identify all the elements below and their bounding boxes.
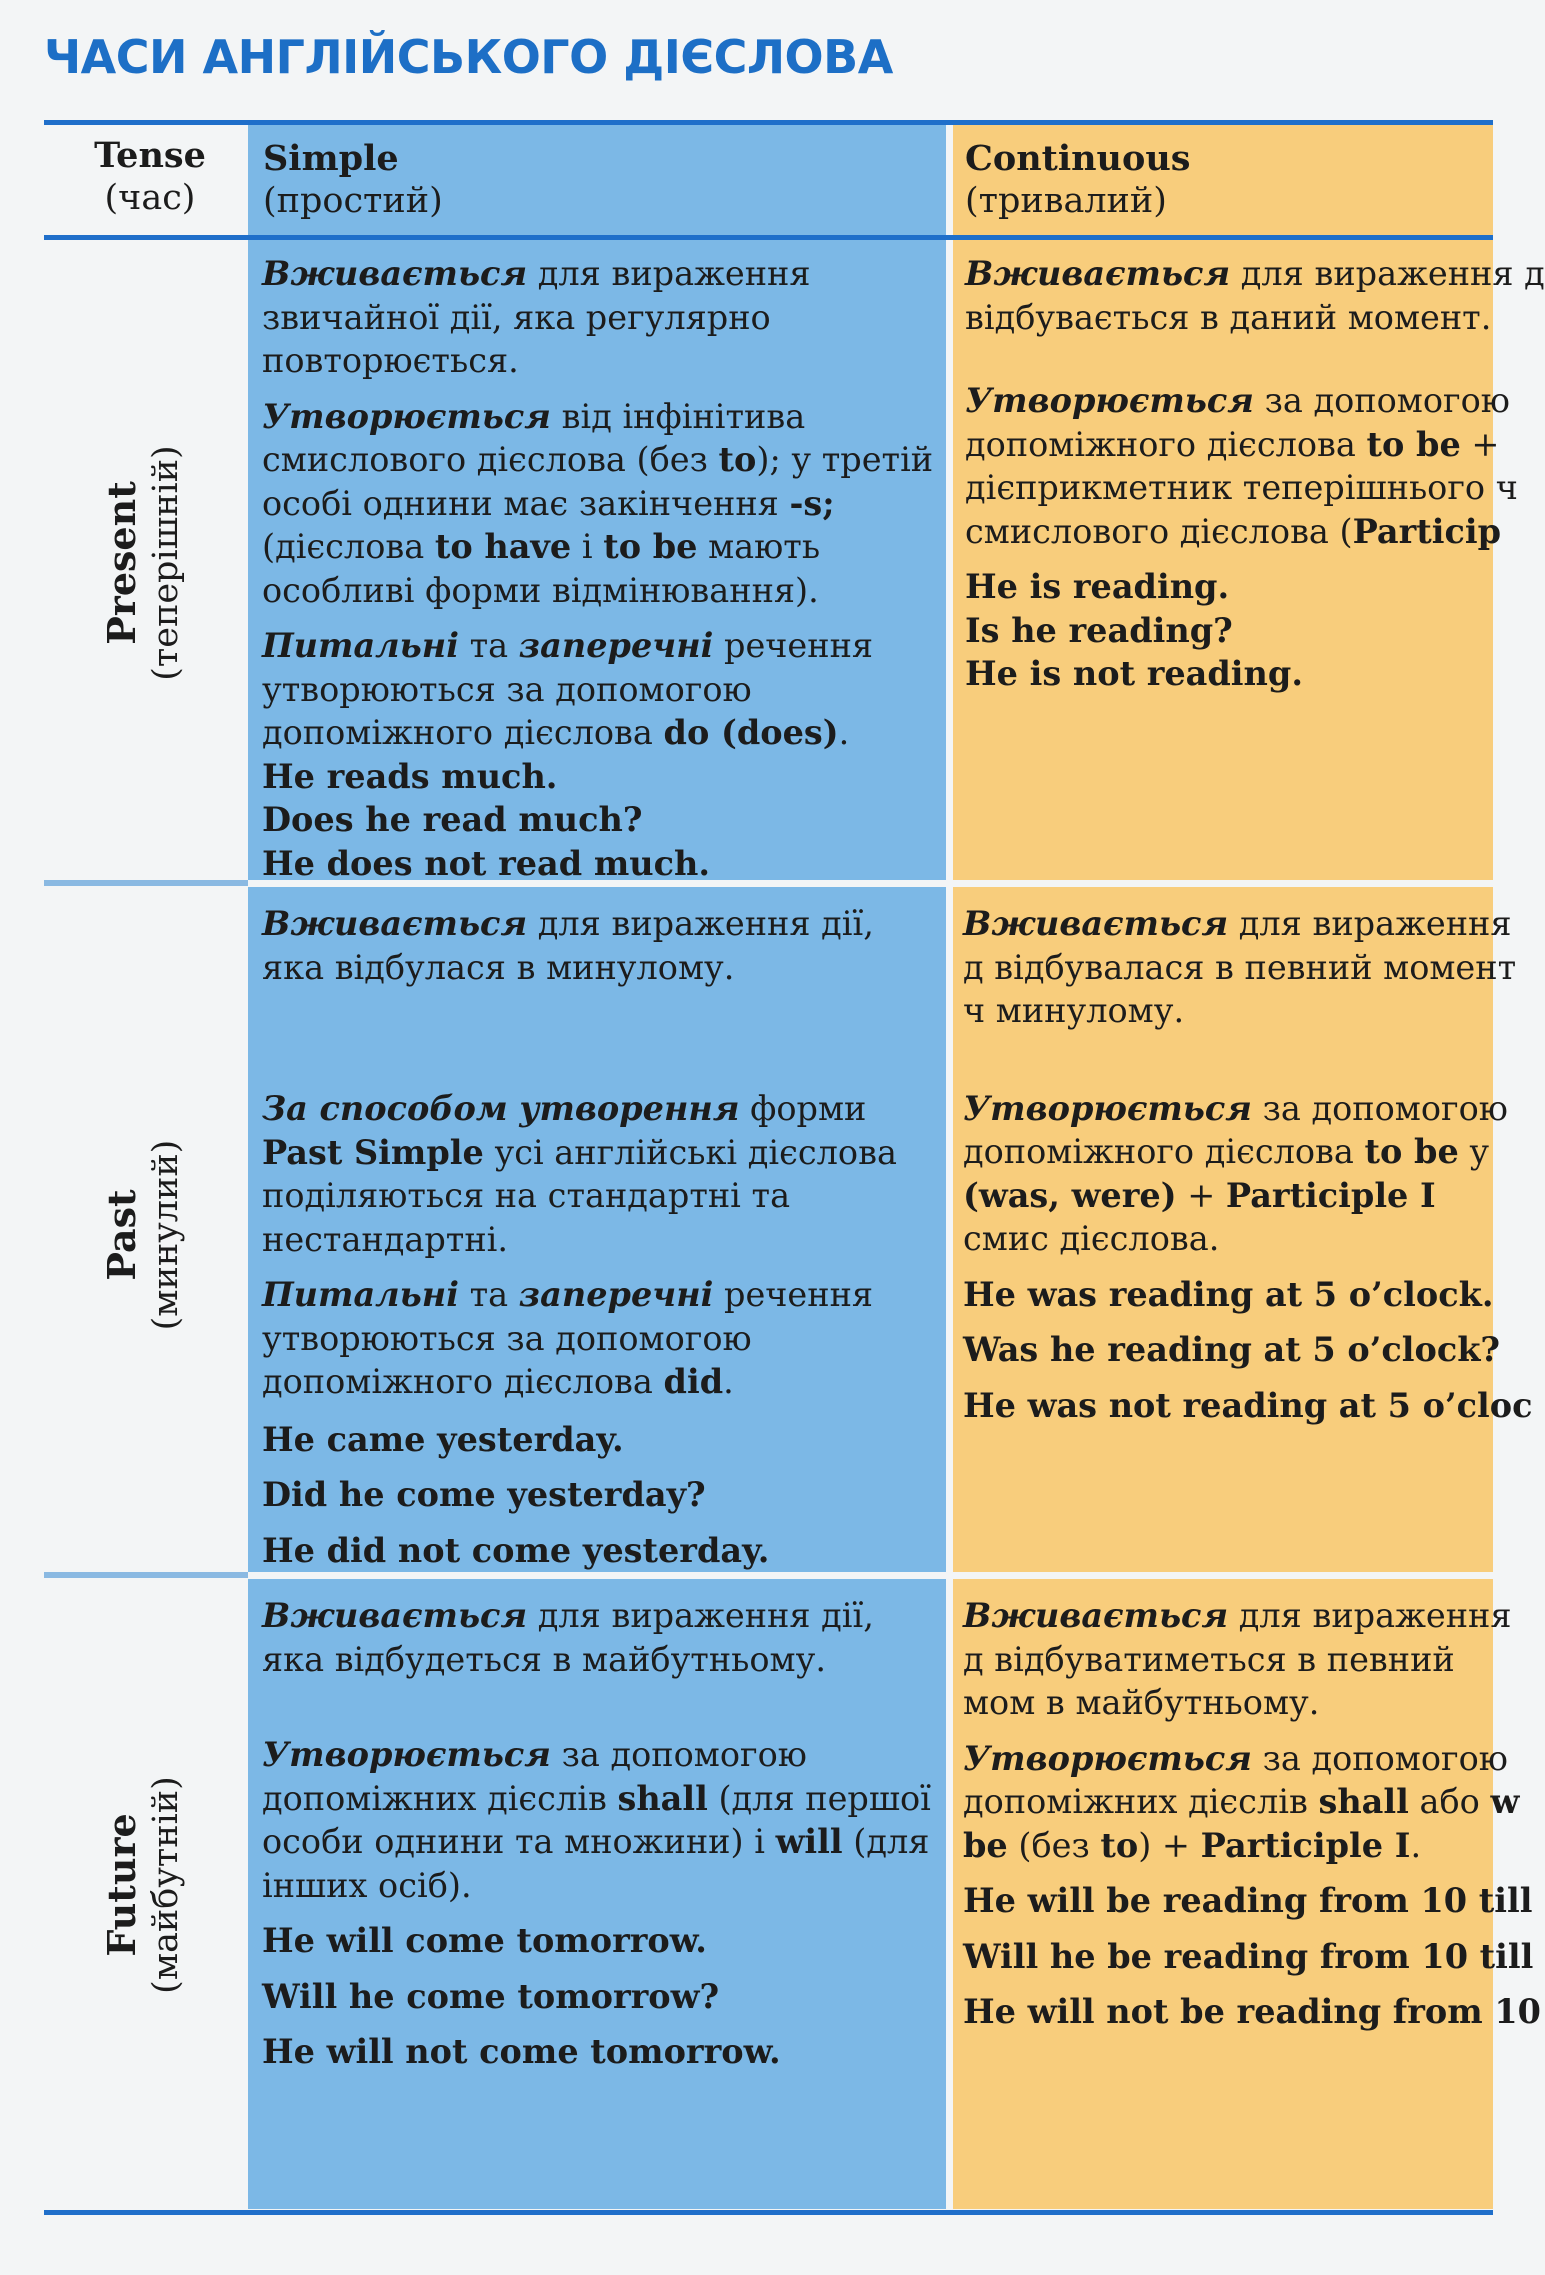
future-continuous-clip xyxy=(963,1594,1541,2206)
present-rule xyxy=(44,880,248,886)
present-continuous-use: Вживається для вираження д xyxy=(965,254,1545,293)
present-continuous-cell xyxy=(965,252,1545,877)
past-continuous-example-2: Was he reading at 5 o’clock? xyxy=(963,1330,1501,1369)
present-continuous-example-3: He is not reading. xyxy=(965,654,1303,693)
top-rule xyxy=(44,120,1493,125)
past-simple-form: За способом утворення форми Past Simple усі англійські дієслова поділяються на стандартні та нестандартні. xyxy=(262,1089,897,1259)
future-continuous-example-1: He will be reading from 10 till xyxy=(963,1881,1533,1920)
header-simple-ua: (простий) xyxy=(263,181,443,221)
past-simple-cell xyxy=(262,902,938,1570)
row-separator-2 xyxy=(248,1572,1493,1579)
row-label-future xyxy=(100,1655,190,2115)
row-label-past xyxy=(100,1005,190,1465)
future-continuous-cell xyxy=(963,1594,1541,2034)
present-continuous-form: Утворюється за допомогою допоміжного дієслова to be + дієприкметник теперішнього ч смислового дієслова (Particip xyxy=(965,381,1518,551)
present-continuous-example-2: Is he reading? xyxy=(965,610,1233,650)
row-label-present xyxy=(100,333,190,793)
future-simple-form: Утворюється за допомогою допоміжних дієслів shall (для першої особи однини та множини) і will (для інших осіб). xyxy=(262,1735,931,1905)
future-simple-use: Вживається для вираження дії, яка відбудеться в майбутньому. xyxy=(262,1596,874,1679)
row-label-past-ua: (минулий) xyxy=(146,1139,186,1331)
past-simple-example-2: Did he come yesterday? xyxy=(262,1475,706,1514)
future-continuous-example-2: Will he be reading from 10 till xyxy=(963,1936,1534,1976)
past-simple-questions: Питальні та заперечні речення утворюються за допомогою допоміжного дієслова did. xyxy=(262,1275,874,1401)
header-simple xyxy=(263,138,443,222)
row-label-future-ua: (майбутній) xyxy=(146,1776,186,1994)
bottom-rule xyxy=(44,2210,1493,2215)
column-divider xyxy=(946,124,953,2209)
past-continuous-example-1: He was reading at 5 o’clock. xyxy=(963,1274,1494,1314)
header-tense-ua: (час) xyxy=(104,178,196,218)
page-title: ЧАСИ АНГЛІЙСЬКОГО ДІЄСЛОВА xyxy=(44,30,893,84)
header-tense-label: Tense xyxy=(94,135,206,176)
future-continuous-use: Вживається для вираження д відбуватиметься в певний мом в майбутньому. xyxy=(963,1596,1512,1722)
future-simple-example-3: He will not come tomorrow. xyxy=(262,2032,781,2071)
present-simple-cell xyxy=(262,252,938,883)
past-continuous-cell xyxy=(963,902,1533,1427)
present-simple-example-2: Does he read much? xyxy=(262,800,643,839)
row-label-past-en: Past xyxy=(99,1189,144,1281)
header-tense xyxy=(60,135,240,219)
past-continuous-example-3: He was not reading at 5 o’cloc xyxy=(963,1385,1533,1425)
past-continuous-use: Вживається для вираження д відбувалася в певний момент ч минулому. xyxy=(963,904,1517,1030)
future-simple-example-2: Will he come tomorrow? xyxy=(262,1976,720,2016)
row-label-future-en: Future xyxy=(99,1813,144,1957)
present-simple-form: Утворюється від інфінітива смислового дієслова (без to); у третій особі однини має закінчення -s; (дієслова to have і to be мають особливі форми відмінювання). xyxy=(262,396,934,610)
future-simple-example-1: He will come tomorrow. xyxy=(262,1921,707,1960)
past-continuous-form: Утворюється за допомогою допоміжного дієслова to be у (was, were) + Participle I смис дієслова. xyxy=(963,1088,1508,1258)
present-simple-example-3: He does not read much. xyxy=(262,843,711,883)
past-continuous-clip xyxy=(963,902,1533,1570)
past-simple-example-1: He came yesterday. xyxy=(262,1419,624,1459)
header-continuous-ua: (тривалий) xyxy=(965,181,1167,221)
header-continuous-label: Continuous xyxy=(965,138,1191,179)
present-simple-example-1: He reads much. xyxy=(262,756,558,796)
future-continuous-form: Утворюється за допомогою допоміжних дієслів shall або w be (без to) + Participle I. xyxy=(963,1738,1520,1865)
row-label-present-en: Present xyxy=(99,481,144,645)
present-simple-use: Вживається для вираження звичайної дії, яка регулярно повторюється. xyxy=(262,254,811,380)
past-simple-example-3: He did not come yesterday. xyxy=(262,1530,770,1570)
future-simple-cell xyxy=(262,1594,938,2206)
header-simple-label: Simple xyxy=(263,138,399,179)
future-continuous-example-3: He will not be reading from 10 xyxy=(963,1992,1541,2031)
row-label-present-ua: (теперішній) xyxy=(146,445,186,681)
present-continuous-example-1: He is reading. xyxy=(965,567,1230,606)
past-simple-use: Вживається для вираження дії, яка відбулася в минулому. xyxy=(262,904,874,987)
present-simple-questions: Питальні та заперечні речення утворюються за допомогою допоміжного дієслова do (does). xyxy=(262,626,874,752)
header-rule xyxy=(44,235,1493,240)
header-continuous xyxy=(965,138,1191,222)
past-rule xyxy=(44,1572,248,1578)
present-continuous-use-2: відбувається в даний момент. xyxy=(965,297,1492,337)
